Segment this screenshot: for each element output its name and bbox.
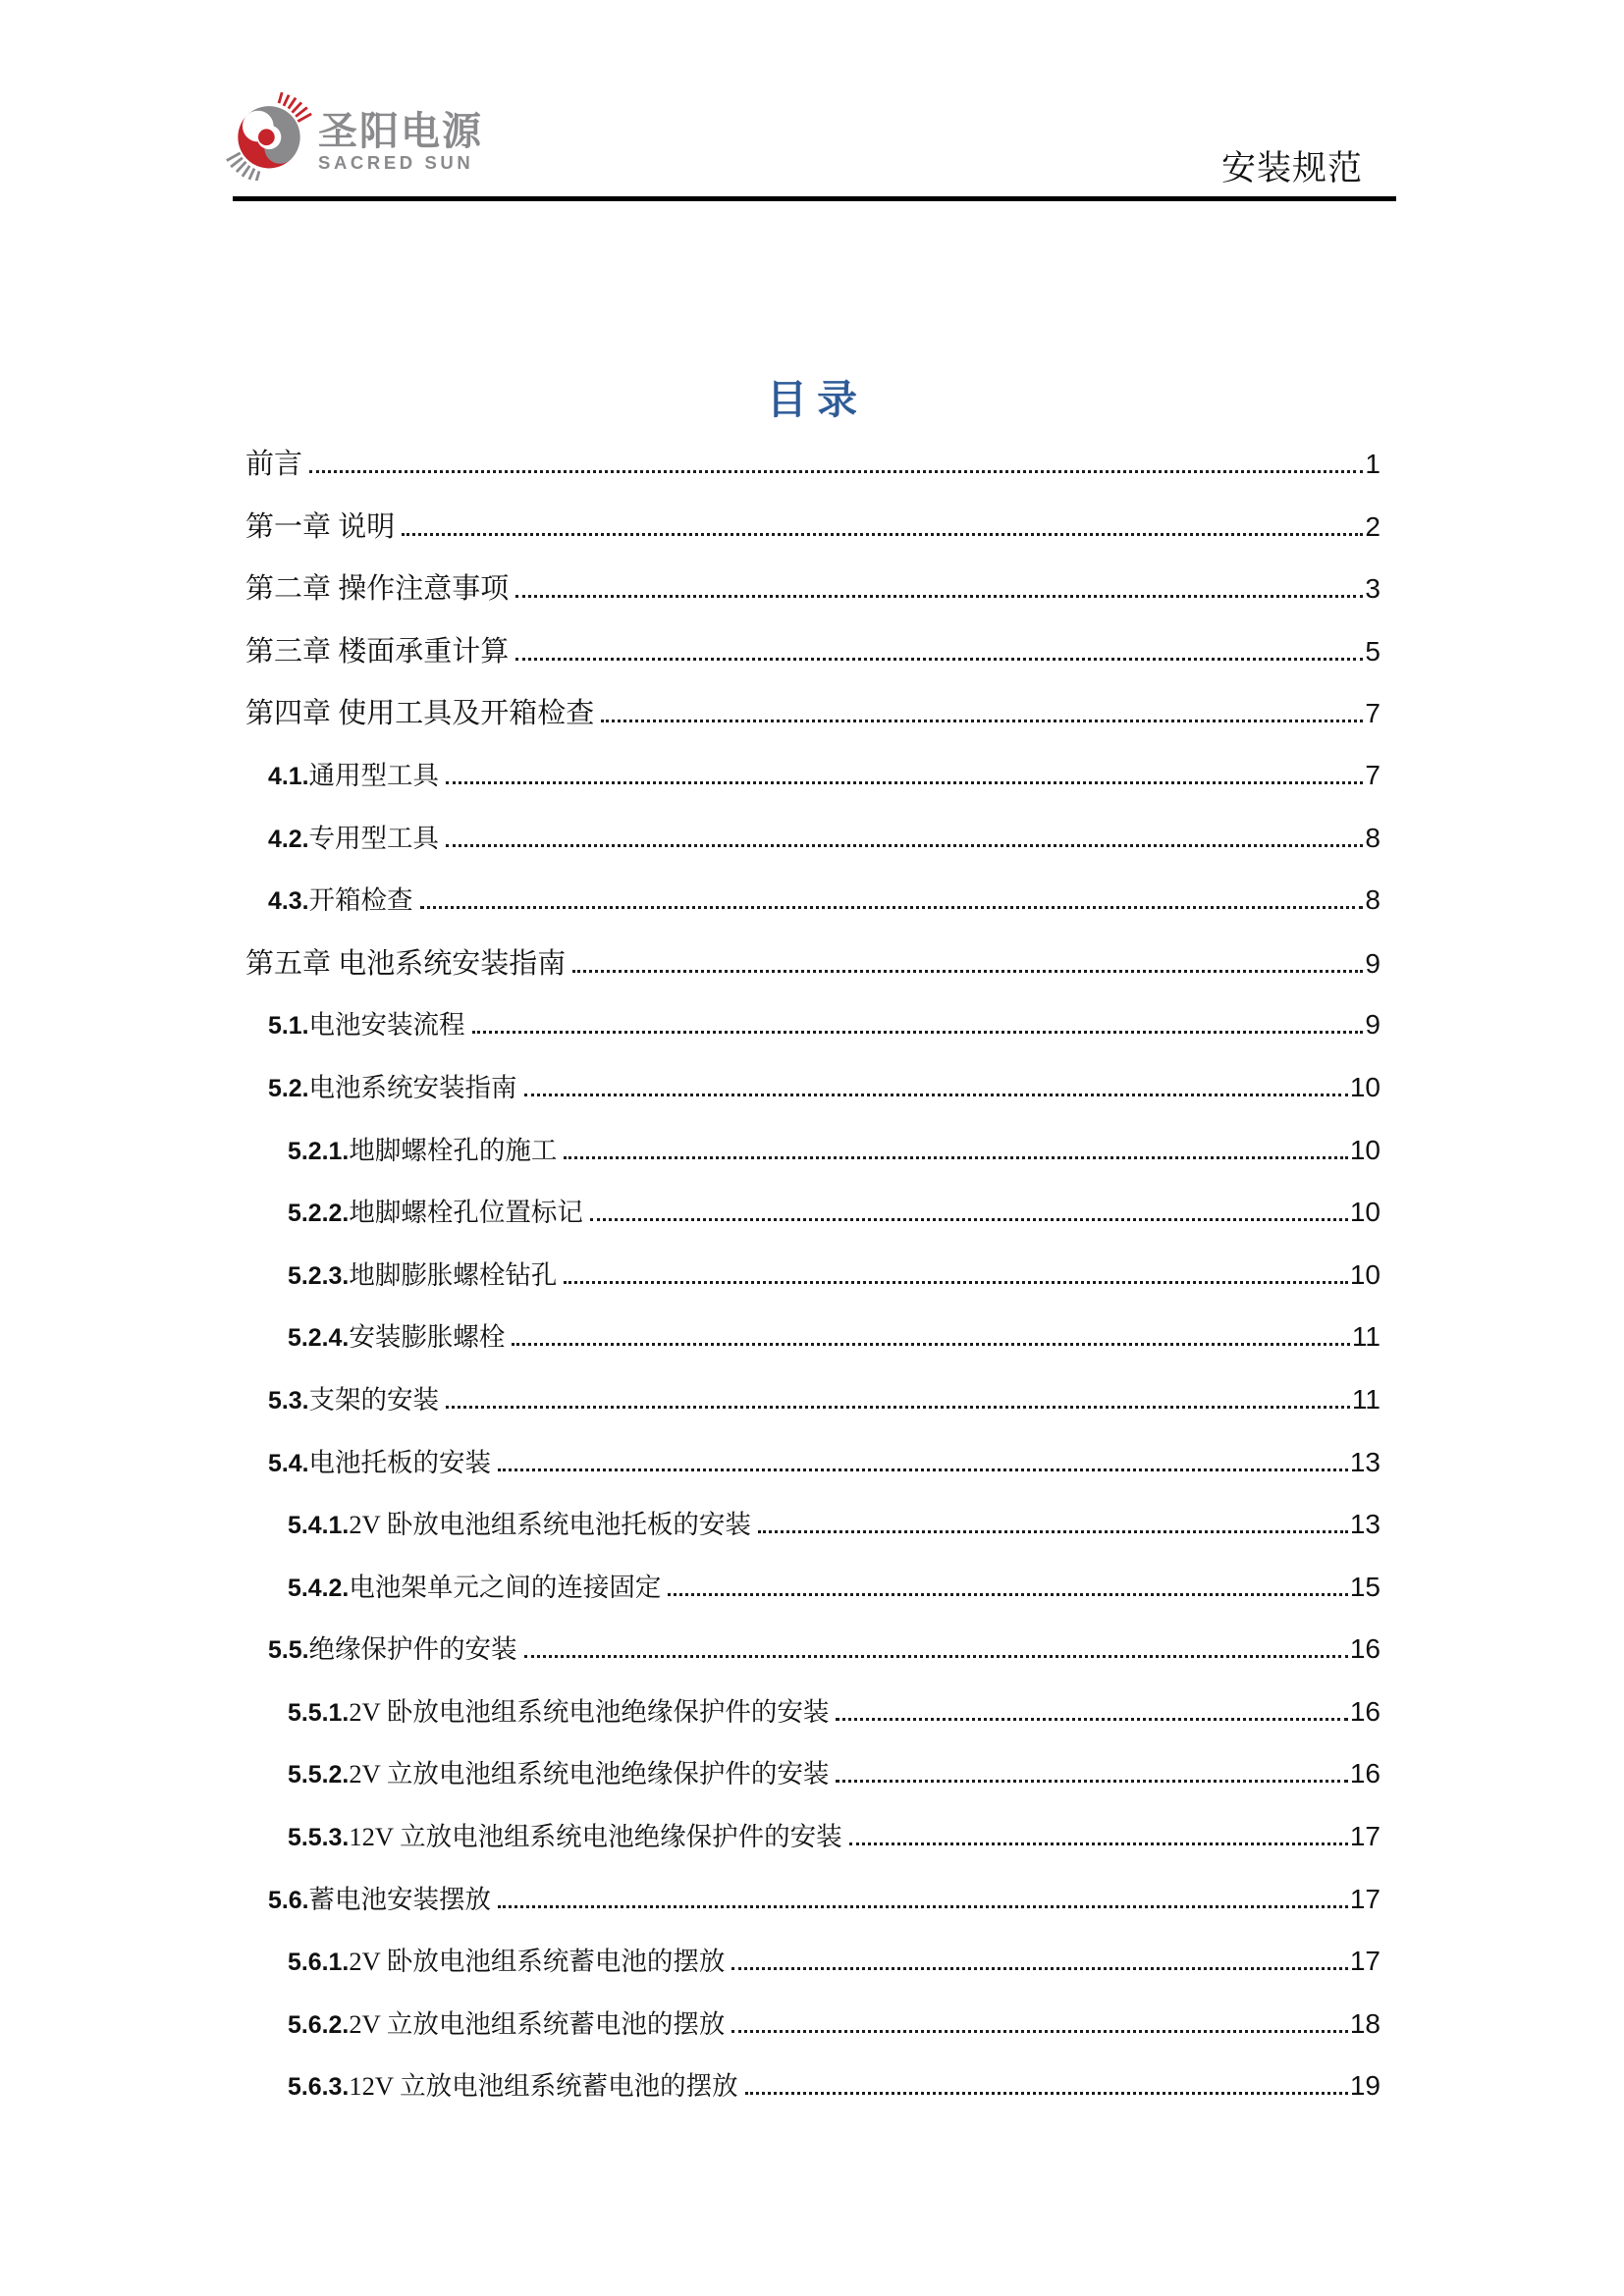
toc-entry-text: 蓄电池安装摆放 xyxy=(308,1884,492,1914)
toc-title: 目 录 xyxy=(766,377,858,422)
toc-entry-text: 通用型工具 xyxy=(308,760,440,790)
toc-entry-text: 地脚螺栓孔位置标记 xyxy=(349,1198,583,1228)
toc-entry-text: 电池架单元之间的连接固定 xyxy=(349,1572,662,1602)
toc-entry xyxy=(245,560,1380,622)
toc-entry-number: 5.5. xyxy=(268,1636,309,1665)
toc-entry-page: 15 xyxy=(1349,1571,1380,1602)
toc-entry-text: 2V 立放电池组系统蓄电池的摆放 xyxy=(349,2008,726,2039)
toc-entry xyxy=(245,498,1380,561)
toc-entry-page: 9 xyxy=(1365,1009,1380,1041)
toc-dot-leader xyxy=(309,470,1363,473)
toc-entry xyxy=(245,1683,1380,1746)
toc-entry-text: 电池托板的安装 xyxy=(308,1447,492,1477)
company-logo xyxy=(226,90,483,181)
toc-dot-leader xyxy=(515,658,1363,661)
toc-entry-number: 5.4.2. xyxy=(288,1574,350,1602)
toc-entry-page: 7 xyxy=(1365,698,1380,729)
toc-entry xyxy=(245,1434,1380,1497)
toc-entry-page: 13 xyxy=(1349,1446,1380,1477)
toc-entry-text: 电池安装流程 xyxy=(308,1010,465,1041)
toc-dot-leader xyxy=(601,720,1363,722)
toc-entry-text: 2V 卧放电池组系统电池绝缘保护件的安装 xyxy=(349,1696,830,1727)
toc-dot-leader xyxy=(564,1156,1348,1159)
toc-entry-page: 16 xyxy=(1349,1695,1380,1727)
toc-entry-page: 16 xyxy=(1349,1758,1380,1789)
toc-dot-leader xyxy=(446,1406,1350,1409)
toc-entry-text: 地脚膨胀螺栓钻孔 xyxy=(349,1259,558,1290)
toc-dot-leader xyxy=(758,1530,1348,1533)
toc-entry-text: 第三章 楼面承重计算 xyxy=(245,635,510,667)
toc-entry-text: 2V 卧放电池组系统蓄电池的摆放 xyxy=(349,1947,726,1977)
toc-entry xyxy=(245,934,1380,997)
toc-entry xyxy=(245,435,1380,498)
toc-entry-number: 5.1. xyxy=(268,1012,309,1041)
toc-dot-leader xyxy=(446,781,1363,784)
toc-entry-number: 4.1. xyxy=(268,762,309,790)
toc-dot-leader xyxy=(745,2092,1348,2095)
toc-entry xyxy=(245,1808,1380,1871)
toc-dot-leader xyxy=(515,595,1363,598)
toc-entry-page: 7 xyxy=(1365,759,1380,790)
toc-entry-text: 绝缘保护件的安装 xyxy=(308,1634,517,1665)
toc-entry-number: 5.3. xyxy=(268,1386,309,1415)
toc-dot-leader xyxy=(446,844,1363,847)
toc-entry-number: 5.6. xyxy=(268,1886,309,1914)
toc-entry-number: 5.2.1. xyxy=(288,1137,350,1165)
toc-entry-page: 10 xyxy=(1349,1134,1380,1165)
toc-entry xyxy=(245,2057,1380,2120)
toc-dot-leader xyxy=(498,1468,1348,1471)
toc-entry-text: 地脚螺栓孔的施工 xyxy=(349,1135,558,1165)
toc-dot-leader xyxy=(472,1031,1364,1034)
toc-entry-page: 16 xyxy=(1349,1633,1380,1665)
toc-entry xyxy=(245,1496,1380,1559)
toc-entry-page: 19 xyxy=(1349,2070,1380,2102)
toc-dot-leader xyxy=(668,1593,1348,1596)
toc-entry-text: 支架的安装 xyxy=(308,1384,440,1415)
toc-entry-page: 17 xyxy=(1349,1946,1380,1977)
toc-entry-text: 12V 立放电池组系统电池绝缘保护件的安装 xyxy=(349,1822,842,1852)
toc-entry xyxy=(245,1184,1380,1247)
toc-dot-leader xyxy=(849,1842,1348,1845)
toc-entry-number: 5.5.3. xyxy=(288,1824,350,1852)
toc-entry xyxy=(245,1247,1380,1309)
toc-entry-page: 17 xyxy=(1349,1883,1380,1914)
toc-dot-leader xyxy=(498,1905,1348,1908)
toc-entry-page: 1 xyxy=(1365,449,1380,479)
toc-entry xyxy=(245,1871,1380,1934)
toc-entry-text: 电池系统安装指南 xyxy=(308,1072,517,1102)
document-title: 安装规范 xyxy=(1220,149,1363,187)
toc-entry-page: 17 xyxy=(1349,1821,1380,1852)
toc-entry-text: 开箱检查 xyxy=(308,885,413,916)
toc-entry-number: 5.2.4. xyxy=(288,1324,350,1353)
toc-entry-page: 8 xyxy=(1365,822,1380,853)
toc-dot-leader xyxy=(572,970,1363,973)
toc-entry-text: 专用型工具 xyxy=(308,823,440,853)
logo-text-cn: 圣阳电源 xyxy=(318,110,483,153)
toc-entry xyxy=(245,747,1380,810)
toc-entry xyxy=(245,1059,1380,1122)
sacred-sun-logo-icon xyxy=(226,90,312,181)
toc-entry xyxy=(245,684,1380,747)
toc-entry-number: 5.2.3. xyxy=(288,1261,350,1290)
toc-entry-page: 10 xyxy=(1349,1071,1380,1102)
toc-entry xyxy=(245,1621,1380,1683)
toc-entry-number: 5.2.2. xyxy=(288,1200,350,1228)
toc-entry-number: 5.5.1. xyxy=(288,1698,350,1727)
toc-dot-leader xyxy=(524,1094,1348,1096)
toc-entry-text: 第四章 使用工具及开箱检查 xyxy=(245,698,595,730)
toc-entry-text: 2V 卧放电池组系统电池托板的安装 xyxy=(349,1510,751,1540)
toc-entry xyxy=(245,1933,1380,1996)
toc-entry-number: 5.4. xyxy=(268,1449,309,1477)
toc-entry xyxy=(245,996,1380,1059)
toc-entry-number: 5.6.2. xyxy=(288,2010,350,2039)
toc-entry xyxy=(245,622,1380,685)
toc-entry-number: 5.6.1. xyxy=(288,1949,350,1977)
toc-entry-page: 8 xyxy=(1365,884,1380,916)
toc-dot-leader xyxy=(420,906,1364,909)
toc-entry xyxy=(245,1996,1380,2058)
toc-entry-number: 4.3. xyxy=(268,887,309,916)
toc-entry xyxy=(245,1745,1380,1808)
toc-entry-number: 5.2. xyxy=(268,1074,309,1102)
toc-list xyxy=(245,435,1380,2120)
toc-entry-page: 13 xyxy=(1349,1509,1380,1540)
toc-dot-leader xyxy=(590,1218,1348,1221)
toc-entry xyxy=(245,1371,1380,1434)
toc-entry-page: 10 xyxy=(1349,1258,1380,1290)
toc-dot-leader xyxy=(402,533,1363,536)
toc-entry-number: 5.5.2. xyxy=(288,1761,350,1789)
toc-entry-page: 5 xyxy=(1365,635,1380,667)
toc-dot-leader xyxy=(512,1343,1350,1346)
toc-entry xyxy=(245,1122,1380,1185)
toc-entry-text: 第五章 电池系统安装指南 xyxy=(245,947,567,980)
toc-dot-leader xyxy=(564,1281,1348,1284)
toc-entry-text: 安装膨胀螺栓 xyxy=(349,1322,506,1353)
toc-entry-number: 4.2. xyxy=(268,825,309,853)
toc-dot-leader xyxy=(836,1718,1347,1721)
toc-dot-leader xyxy=(836,1780,1347,1783)
toc-entry-page: 3 xyxy=(1365,573,1380,605)
toc-entry-text: 前言 xyxy=(245,449,303,480)
toc-dot-leader xyxy=(524,1655,1348,1658)
toc-dot-leader xyxy=(731,2030,1347,2033)
toc-entry-page: 11 xyxy=(1351,1383,1380,1415)
toc-entry-text: 第二章 操作注意事项 xyxy=(245,573,510,606)
toc-entry-page: 2 xyxy=(1365,510,1380,542)
toc-entry-text: 第一章 说明 xyxy=(245,510,396,543)
logo-text xyxy=(318,90,483,172)
toc-entry xyxy=(245,1308,1380,1371)
toc-entry-page: 10 xyxy=(1349,1197,1380,1228)
toc-entry-text: 12V 立放电池组系统蓄电池的摆放 xyxy=(349,2071,738,2102)
toc-entry-page: 9 xyxy=(1365,947,1380,979)
toc-entry xyxy=(245,872,1380,934)
toc-entry-number: 5.6.3. xyxy=(288,2073,350,2102)
toc-entry xyxy=(245,1559,1380,1622)
toc-entry-page: 11 xyxy=(1351,1321,1380,1353)
toc-entry-text: 2V 立放电池组系统电池绝缘保护件的安装 xyxy=(349,1759,830,1789)
header-divider xyxy=(233,196,1396,201)
toc-entry-number: 5.4.1. xyxy=(288,1512,350,1540)
toc-dot-leader xyxy=(731,1967,1347,1970)
toc-entry-page: 18 xyxy=(1349,2007,1380,2039)
logo-text-en: SACRED SUN xyxy=(318,152,474,173)
toc-entry xyxy=(245,810,1380,873)
